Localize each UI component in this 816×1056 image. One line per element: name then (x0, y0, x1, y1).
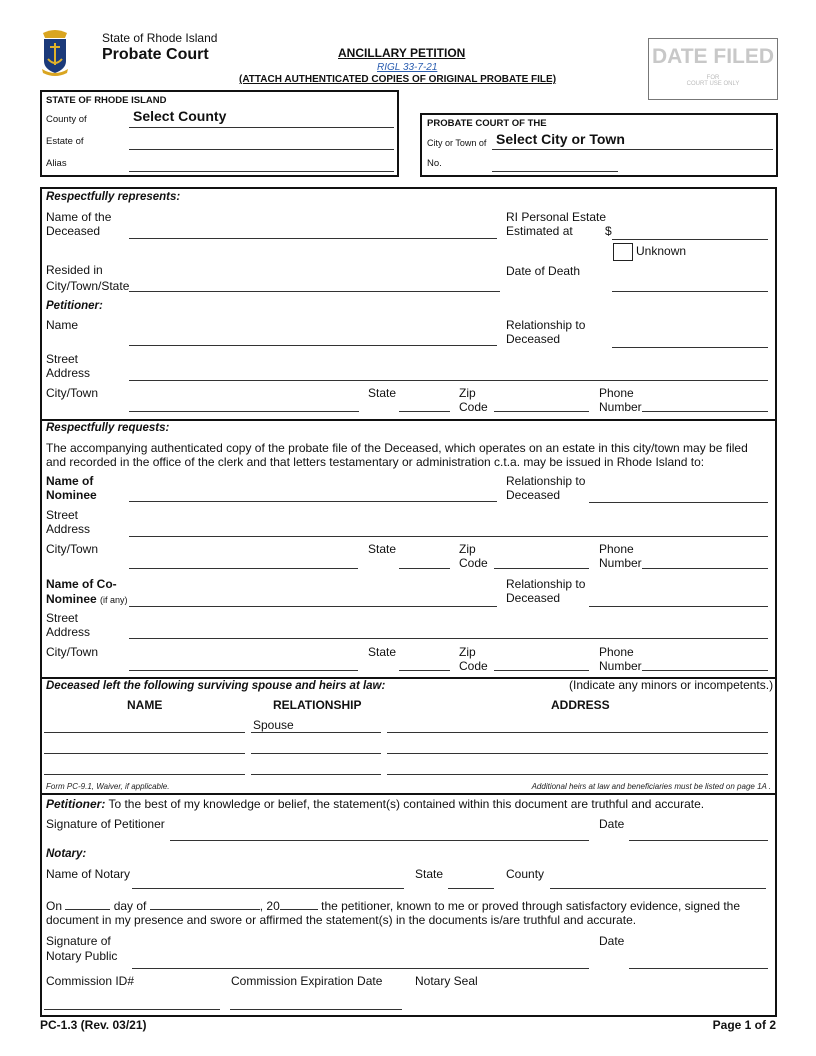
month-field[interactable] (150, 898, 260, 910)
petitioner-city-field[interactable] (129, 411, 359, 412)
resided-field[interactable] (129, 291, 500, 292)
heir-name-field[interactable] (44, 732, 245, 733)
county-line (129, 127, 394, 128)
nominee-city-field[interactable] (129, 568, 358, 569)
address-label: Address (46, 522, 91, 536)
heir-relationship-field[interactable] (251, 753, 381, 754)
nominee-address-field[interactable] (129, 536, 768, 537)
alias-label: Alias (46, 158, 67, 169)
petitioner-name-field[interactable] (129, 345, 497, 346)
requests-paragraph: The accompanying authenticated copy of the probate file of the Deceased, which operates on an estate in this city/town may be filed (46, 441, 748, 455)
relationship-label-2: Deceased (506, 488, 561, 502)
resided-label: Resided in (46, 263, 103, 277)
year-field[interactable] (280, 898, 318, 910)
notary-state-field[interactable] (448, 888, 494, 889)
street-label: Street (46, 611, 79, 625)
year-prefix-label: , 20 (259, 899, 280, 913)
notary-seal-label: Notary Seal (415, 974, 478, 988)
city-select[interactable]: Select City or Town (496, 131, 625, 147)
commission-id-label: Commission ID# (46, 974, 135, 988)
day-of-label: day of (113, 899, 147, 913)
unknown-label: Unknown (636, 244, 687, 258)
street-label: Street (46, 508, 79, 522)
nominee-label: Name of (46, 474, 94, 488)
notary-signature-field[interactable] (132, 968, 589, 969)
nominee-state-field[interactable] (399, 568, 450, 569)
notary-signature-label-2: Notary Public (46, 949, 118, 963)
relationship-label-2: Deceased (506, 332, 561, 346)
for-label: FOR (706, 75, 720, 81)
nominee-name-field[interactable] (129, 501, 497, 502)
petitioner-signature-field[interactable] (170, 840, 589, 841)
heir-relationship-field[interactable] (251, 774, 381, 775)
date-filed-box (648, 38, 778, 100)
heirs-note: (Indicate any minors or incompetents.) (569, 678, 774, 692)
statute-link[interactable]: RIGL 33-7-21 (377, 62, 438, 73)
co-nominee-relationship-field[interactable] (589, 606, 768, 607)
state-label: State (368, 542, 397, 556)
zip-label: Zip (459, 645, 476, 659)
co-nominee-label: Name of Co- (46, 577, 117, 591)
co-nominee-state-field[interactable] (399, 670, 450, 671)
rhode-island-seal-icon (39, 27, 71, 77)
petitioner-signature-label: Signature of Petitioner (46, 817, 165, 831)
form-title: ANCILLARY PETITION (338, 46, 466, 60)
heirs-heading: Deceased left the following surviving spouse and heirs at law: (46, 680, 386, 692)
city-town-label: City/Town (46, 386, 99, 400)
notary-county-label: County (506, 867, 545, 881)
notary-name-field[interactable] (132, 888, 404, 889)
court-use-label: COURT USE ONLY (686, 81, 740, 87)
alias-field[interactable] (129, 171, 394, 172)
name-column-header: NAME (127, 698, 163, 712)
notary-statement: the petitioner, known to me or proved through satisfactory evidence, signed the (321, 899, 741, 913)
petitioner-statement: To the best of my knowledge or belief, the statement(s) contained within this document are truthful and accurate. (105, 797, 705, 811)
no-label: No. (427, 158, 442, 169)
nominee-label-2: Nominee (46, 488, 97, 502)
notary-date-field[interactable] (629, 968, 768, 969)
city-town-label: City/Town (46, 645, 99, 659)
date-of-death-field[interactable] (612, 291, 768, 292)
notary-heading: Notary: (46, 848, 87, 860)
court-name: Probate Court (102, 46, 209, 63)
estate-value-label-2: Estimated at (506, 224, 573, 238)
petitioner-state-field[interactable] (399, 411, 450, 412)
petitioner-heading: Petitioner: (46, 797, 106, 811)
petitioner-zip-field[interactable] (494, 411, 589, 412)
phone-label-2: Number (599, 659, 642, 673)
additional-heirs-note: Additional heirs at law and beneficiaries must be listed on page 1A . (531, 782, 771, 791)
case-number-field[interactable] (492, 171, 618, 172)
estate-value-field[interactable] (612, 239, 768, 240)
commission-expiration-field[interactable] (230, 1009, 402, 1010)
co-nominee-city-field[interactable] (129, 670, 358, 671)
state-label: State (368, 386, 397, 400)
dollar-sign: $ (605, 224, 612, 238)
relationship-column-header: RELATIONSHIP (273, 698, 362, 712)
notary-county-field[interactable] (550, 888, 766, 889)
estate-label: Estate of (46, 136, 84, 147)
nominee-phone-field[interactable] (642, 568, 768, 569)
deceased-name-label: Name of the (46, 210, 112, 224)
on-label: On (46, 899, 63, 913)
heir-address-field[interactable] (387, 732, 768, 733)
city-line (492, 149, 773, 150)
relationship-label: Relationship to (506, 318, 586, 332)
commission-expiration-label: Commission Expiration Date (231, 974, 383, 988)
petitioner-phone-field[interactable] (642, 411, 768, 412)
day-field[interactable] (65, 898, 110, 910)
phone-label-2: Number (599, 400, 642, 414)
heir-name-field[interactable] (44, 774, 245, 775)
city-town-label: City/Town (46, 542, 99, 556)
commission-id-field[interactable] (44, 1009, 220, 1010)
phone-label: Phone (599, 386, 634, 400)
county-select[interactable]: Select County (133, 108, 227, 124)
page-number: Page 1 of 2 (712, 1018, 776, 1032)
requests-paragraph-2: and recorded in the office of the clerk and that letters testamentary or administration c.t.a. may be issued in Rhode Island to: (46, 455, 705, 469)
phone-label: Phone (599, 542, 634, 556)
co-nominee-address-field[interactable] (129, 638, 768, 639)
spouse-label: Spouse (253, 718, 294, 732)
notary-statement-2: document in my presence and swore or affirmed the statement(s) in the documents is/are truthful and accurate. (46, 913, 637, 927)
requests-heading: Respectfully requests: (46, 422, 170, 434)
address-column-header: ADDRESS (551, 698, 610, 712)
state-box-heading: STATE OF RHODE ISLAND (46, 95, 167, 106)
co-nominee-name-field[interactable] (129, 606, 497, 607)
phone-label: Phone (599, 645, 634, 659)
heir-relationship-field[interactable] (251, 732, 381, 733)
date-filed-label: DATE FILED (651, 45, 775, 68)
co-nominee-phone-field[interactable] (642, 670, 768, 671)
state-label: State (368, 645, 397, 659)
relationship-label: Relationship to (506, 577, 586, 591)
petitioner-date-field[interactable] (629, 840, 768, 841)
address-label: Address (46, 625, 91, 639)
co-nominee-zip-field[interactable] (494, 670, 589, 671)
street-label: Street (46, 352, 79, 366)
petitioner-address-field[interactable] (129, 380, 768, 381)
heir-name-field[interactable] (44, 753, 245, 754)
city-label: City or Town of (427, 138, 487, 148)
petitioner-name-label: Name (46, 318, 79, 332)
if-any-label: (if any) (100, 595, 128, 605)
waiver-note: Form PC-9.1, Waiver, if applicable. (46, 782, 170, 791)
heir-address-field[interactable] (387, 774, 768, 775)
probate-court-heading: PROBATE COURT OF THE (427, 118, 547, 129)
zip-label-2: Code (459, 400, 488, 414)
nominee-relationship-field[interactable] (589, 502, 768, 503)
attach-instruction: (ATTACH AUTHENTICATED COPIES OF ORIGINAL PROBATE FILE) (239, 74, 557, 85)
relationship-label: Relationship to (506, 474, 586, 488)
petitioner-heading: Petitioner: (46, 300, 103, 312)
notary-name-label: Name of Notary (46, 867, 131, 881)
represents-heading: Respectfully represents: (46, 191, 181, 203)
zip-label: Zip (459, 386, 476, 400)
estate-value-label: RI Personal Estate (506, 210, 607, 224)
estate-field[interactable] (129, 149, 394, 150)
deceased-name-field[interactable] (129, 238, 497, 239)
notary-state-label: State (415, 867, 444, 881)
zip-label-2: Code (459, 556, 488, 570)
unknown-checkbox[interactable] (613, 243, 633, 261)
main-form-box (40, 187, 777, 1017)
address-label: Address (46, 366, 91, 380)
heir-address-field[interactable] (387, 753, 768, 754)
deceased-name-label-2: Deceased (46, 224, 101, 238)
petitioner-relationship-field[interactable] (612, 347, 768, 348)
zip-label-2: Code (459, 659, 488, 673)
notary-signature-label: Signature of (46, 934, 111, 948)
co-nominee-label-2: Nominee (46, 592, 97, 606)
form-number: PC-1.3 (Rev. 03/21) (40, 1018, 147, 1032)
date-of-death-label: Date of Death (506, 264, 581, 278)
resided-label-2: City/Town/State (46, 279, 130, 293)
zip-label: Zip (459, 542, 476, 556)
date-label: Date (599, 817, 625, 831)
notary-date-label: Date (599, 934, 625, 948)
phone-label-2: Number (599, 556, 642, 570)
state-name: State of Rhode Island (102, 31, 218, 45)
relationship-label-2: Deceased (506, 591, 561, 605)
nominee-zip-field[interactable] (494, 568, 589, 569)
county-label: County of (46, 114, 87, 125)
